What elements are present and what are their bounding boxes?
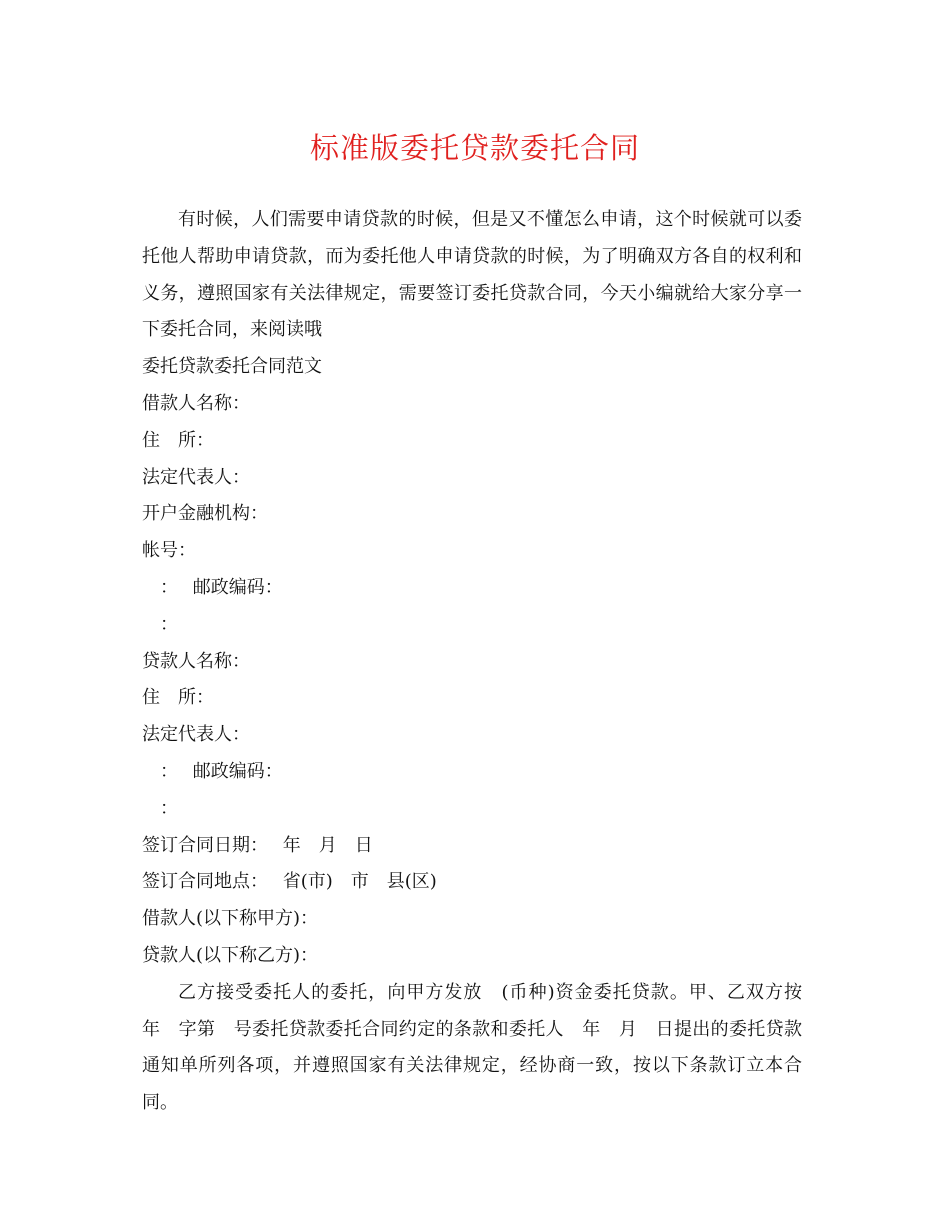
borrower-postcode-line: ： 邮政编码： <box>142 576 283 598</box>
lender-blank-line: ： <box>142 797 178 819</box>
lender-name-line: 贷款人名称： <box>142 650 250 672</box>
borrower-bank-line: 开户金融机构： <box>142 503 268 525</box>
borrower-name-line: 借款人名称： <box>142 392 250 414</box>
borrower-address-line: 住 所： <box>142 429 214 451</box>
borrower-representative-line: 法定代表人： <box>142 466 250 488</box>
lender-representative-line: 法定代表人： <box>142 724 250 746</box>
closing-paragraph: 乙方接受委托人的委托，向甲方发放 (币种)资金委托贷款。甲、乙双方按 年 字第 号委托贷款委托合同约定的条款和委托人 年 月 日提出的委托贷款通知单所列各项，并遵照国家有关法律规定，经协商一致，按以下条款订立本合同。 <box>142 981 820 1114</box>
signing-place-line: 签订合同地点： 省(市) 市 县(区) <box>142 871 437 893</box>
borrower-account-line: 帐号： <box>142 540 196 562</box>
lender-postcode-line: ： 邮政编码： <box>142 760 283 782</box>
party-b-line: 贷款人(以下称乙方)： <box>142 944 319 966</box>
lender-address-line: 住 所： <box>142 687 214 709</box>
document-body <box>142 202 820 1122</box>
section-heading: 委托贷款委托合同范文 <box>142 356 322 378</box>
intro-paragraph: 有时候，人们需要申请贷款的时候，但是又不懂怎么申请，这个时候就可以委托他人帮助申请贷款，而为委托他人申请贷款的时候，为了明确双方各自的权利和义务，遵照国家有关法律规定，需要签订委托贷款合同，今天小编就给大家分享一下委托合同，来阅读哦 <box>142 209 802 341</box>
borrower-blank-line: ： <box>142 613 178 635</box>
document-title: 标准版委托贷款委托合同 <box>309 131 640 165</box>
party-a-line: 借款人(以下称甲方)： <box>142 908 319 930</box>
signing-date-line: 签订合同日期： 年 月 日 <box>142 834 373 856</box>
